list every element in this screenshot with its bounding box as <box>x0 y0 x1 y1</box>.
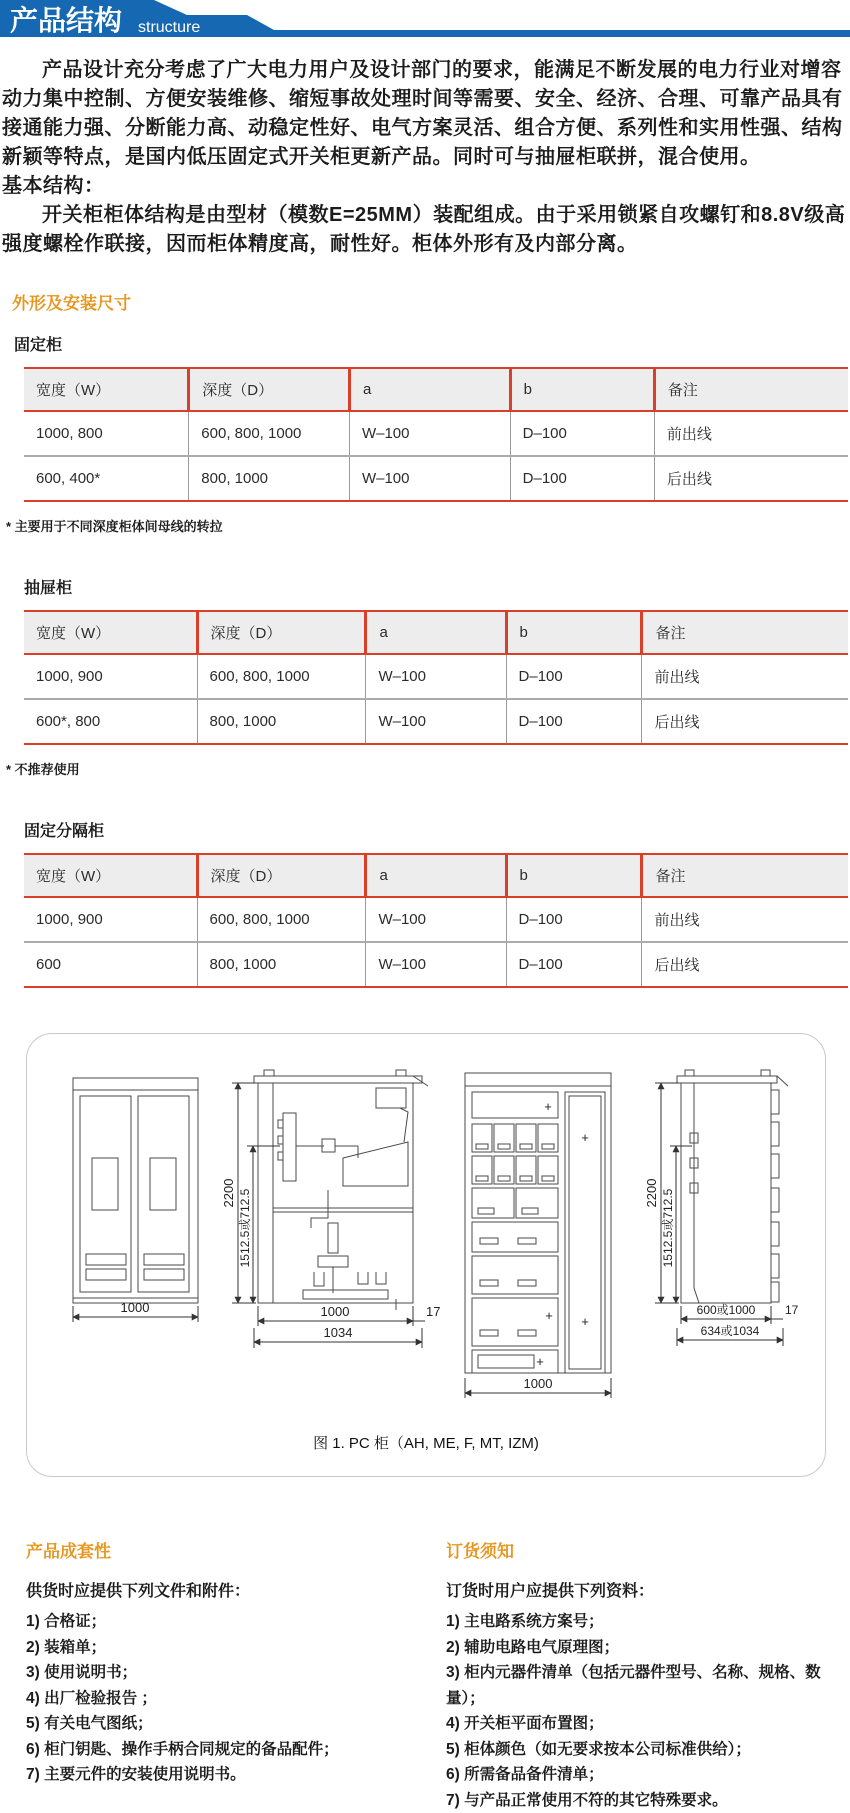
list-item: 4) 出厂检验报告 ； <box>26 1686 446 1712</box>
completeness-intro: 供货时应提供下列文件和附件： <box>26 1578 446 1601</box>
dim-side2-inner-height: 1512.5或712.5 <box>661 1188 675 1267</box>
svg-text:+: + <box>536 1354 544 1369</box>
cell: D–100 <box>506 942 642 987</box>
col-header-width: 宽度（W） <box>24 368 189 411</box>
list-item: 1) 合格证； <box>26 1609 446 1635</box>
basic-structure-label: 基本结构： <box>2 172 848 201</box>
cabinet-drawings <box>28 1058 824 1418</box>
list-item: 1) 主电路系统方案号； <box>446 1609 846 1635</box>
cell: D–100 <box>506 897 642 942</box>
col-header-width: 宽度（W） <box>24 854 197 897</box>
list-item: 7) 主要元件的安装使用说明书。 <box>26 1762 446 1788</box>
banner-ribbon-shape <box>0 0 850 37</box>
svg-text:+: + <box>545 1308 553 1323</box>
figure-box <box>26 1033 826 1477</box>
table-row <box>24 411 848 456</box>
cell: 后出线 <box>642 942 848 987</box>
table-fixed-partition-cabinet <box>24 853 848 988</box>
cell: W–100 <box>366 699 506 744</box>
dim-side-gap: 17 <box>426 1304 440 1319</box>
cell: 600, 800, 1000 <box>197 654 366 699</box>
col-header-a: a <box>349 368 510 411</box>
figure-caption: 图 1. PC 柜（AH, ME, F, MT, IZM) <box>27 1432 825 1453</box>
cell: 600, 800, 1000 <box>197 897 366 942</box>
front-view-drawing <box>73 1078 198 1322</box>
ordering-list <box>446 1609 846 1813</box>
table-title-fixed-cabinet: 固定柜 <box>14 332 848 355</box>
cell: 600 <box>24 942 197 987</box>
cell: 600*, 800 <box>24 699 197 744</box>
ordering-column <box>446 1537 846 1813</box>
cell: 800, 1000 <box>189 456 350 501</box>
col-header-b: b <box>510 368 654 411</box>
col-header-depth: 深度（D） <box>197 611 366 654</box>
cell: 600, 400* <box>24 456 189 501</box>
cell: 前出线 <box>642 654 848 699</box>
dim-side-inner-height: 1512.5或712.5 <box>238 1188 252 1267</box>
dim-side2-height: 2200 <box>644 1179 659 1208</box>
cell: W–100 <box>349 456 510 501</box>
cell: 600, 800, 1000 <box>189 411 350 456</box>
dim-drawer-width: 1000 <box>524 1376 553 1391</box>
col-header-width: 宽度（W） <box>24 611 197 654</box>
table-title-drawer-cabinet: 抽屉柜 <box>24 575 848 598</box>
side-section-drawing <box>221 1070 440 1348</box>
cell: W–100 <box>366 942 506 987</box>
table-fixed-cabinet <box>24 367 848 502</box>
cell: W–100 <box>366 897 506 942</box>
footnote-fixed-cabinet: * 主要用于不同深度柜体间母线的转拉 <box>6 516 848 535</box>
table-title-fixed-partition-cabinet: 固定分隔柜 <box>24 818 848 841</box>
intro-paragraph-1: 产品设计充分考虑了广大电力用户及设计部门的要求，能满足不断发展的电力行业对增容动力集中控制、方便安装维修、缩短事故处理时间等需要、安全、经济、合理、可靠产品具有接通能力强、分断能力高、动稳定性好、电气方案灵活、组合方便、系列性和实用性强、结构新颖等特点，是国内低压固定式开关柜更新产品。同时可与抽屉柜联拼，混合使用。 <box>2 56 848 172</box>
svg-text:+: + <box>581 1314 589 1329</box>
cell: D–100 <box>510 411 654 456</box>
dim-front-width: 1000 <box>121 1300 150 1315</box>
cell: 1000, 800 <box>24 411 189 456</box>
cell: 1000, 900 <box>24 654 197 699</box>
list-item: 6) 柜门钥匙、操作手柄合同规定的备品配件； <box>26 1737 446 1763</box>
dim-side2-outer-width: 634或1034 <box>701 1324 760 1338</box>
cell: 1000, 900 <box>24 897 197 942</box>
bottom-columns <box>26 1537 848 1813</box>
list-item: 5) 柜体颜色（如无要求按本公司标准供给）； <box>446 1737 846 1763</box>
table-row <box>24 654 848 699</box>
cell: 前出线 <box>642 897 848 942</box>
list-item: 3) 柜内元器件清单（包括元器件型号、名称、规格、数量）； <box>446 1660 846 1711</box>
table-row <box>24 699 848 744</box>
cell: D–100 <box>510 456 654 501</box>
table-header-row <box>24 611 848 654</box>
col-header-a: a <box>366 854 506 897</box>
cell: D–100 <box>506 699 642 744</box>
table-header-row <box>24 368 848 411</box>
table-row <box>24 897 848 942</box>
section-heading-ordering: 订货须知 <box>446 1537 846 1562</box>
col-header-b: b <box>506 611 642 654</box>
col-header-b: b <box>506 854 642 897</box>
cell: 前出线 <box>654 411 848 456</box>
cell: W–100 <box>349 411 510 456</box>
drawer-front-drawing <box>465 1073 611 1398</box>
ordering-intro: 订货时用户应提供下列资料： <box>446 1578 846 1601</box>
footnote-drawer-cabinet: * 不推荐使用 <box>6 759 848 778</box>
completeness-list <box>26 1609 446 1788</box>
side-view-drawing <box>644 1070 799 1346</box>
col-header-a: a <box>366 611 506 654</box>
table-header-row <box>24 854 848 897</box>
list-item: 7) 与产品正常使用不符的其它特殊要求。 <box>446 1788 846 1813</box>
cell: 800, 1000 <box>197 699 366 744</box>
list-item: 4) 开关柜平面布置图； <box>446 1711 846 1737</box>
header-banner <box>0 0 850 38</box>
cell: 后出线 <box>642 699 848 744</box>
completeness-column <box>26 1537 446 1813</box>
dim-side2-width: 600或1000 <box>697 1303 756 1317</box>
section-heading-completeness: 产品成套性 <box>26 1537 446 1562</box>
col-header-depth: 深度（D） <box>197 854 366 897</box>
page-subtitle: structure <box>138 19 200 36</box>
dim-side-height: 2200 <box>221 1179 236 1208</box>
col-header-depth: 深度（D） <box>189 368 350 411</box>
dim-side-outer-width: 1034 <box>324 1325 353 1340</box>
cell: 800, 1000 <box>197 942 366 987</box>
list-item: 3) 使用说明书； <box>26 1660 446 1686</box>
table-row <box>24 456 848 501</box>
col-header-remark: 备注 <box>642 611 848 654</box>
cell: 后出线 <box>654 456 848 501</box>
dim-side2-gap: 17 <box>785 1303 799 1317</box>
svg-text:+: + <box>544 1099 552 1114</box>
cell: W–100 <box>366 654 506 699</box>
table-row <box>24 942 848 987</box>
cell: D–100 <box>506 654 642 699</box>
intro-paragraph-2: 开关柜柜体结构是由型材（模数E=25MM）装配组成。由于采用锁紧自攻螺钉和8.8V级高强度螺栓作联接，因而柜体精度高，耐性好。柜体外形有及内部分离。 <box>2 201 848 259</box>
list-item: 2) 装箱单； <box>26 1635 446 1661</box>
page-title: 产品结构 <box>10 4 122 36</box>
col-header-remark: 备注 <box>642 854 848 897</box>
svg-text:+: + <box>581 1130 589 1145</box>
list-item: 5) 有关电气图纸； <box>26 1711 446 1737</box>
col-header-remark: 备注 <box>654 368 848 411</box>
table-drawer-cabinet <box>24 610 848 745</box>
list-item: 2) 辅助电路电气原理图； <box>446 1635 846 1661</box>
section-heading-dimensions: 外形及安装尺寸 <box>12 289 848 314</box>
dim-side-width: 1000 <box>321 1304 350 1319</box>
list-item: 6) 所需备品备件清单； <box>446 1762 846 1788</box>
